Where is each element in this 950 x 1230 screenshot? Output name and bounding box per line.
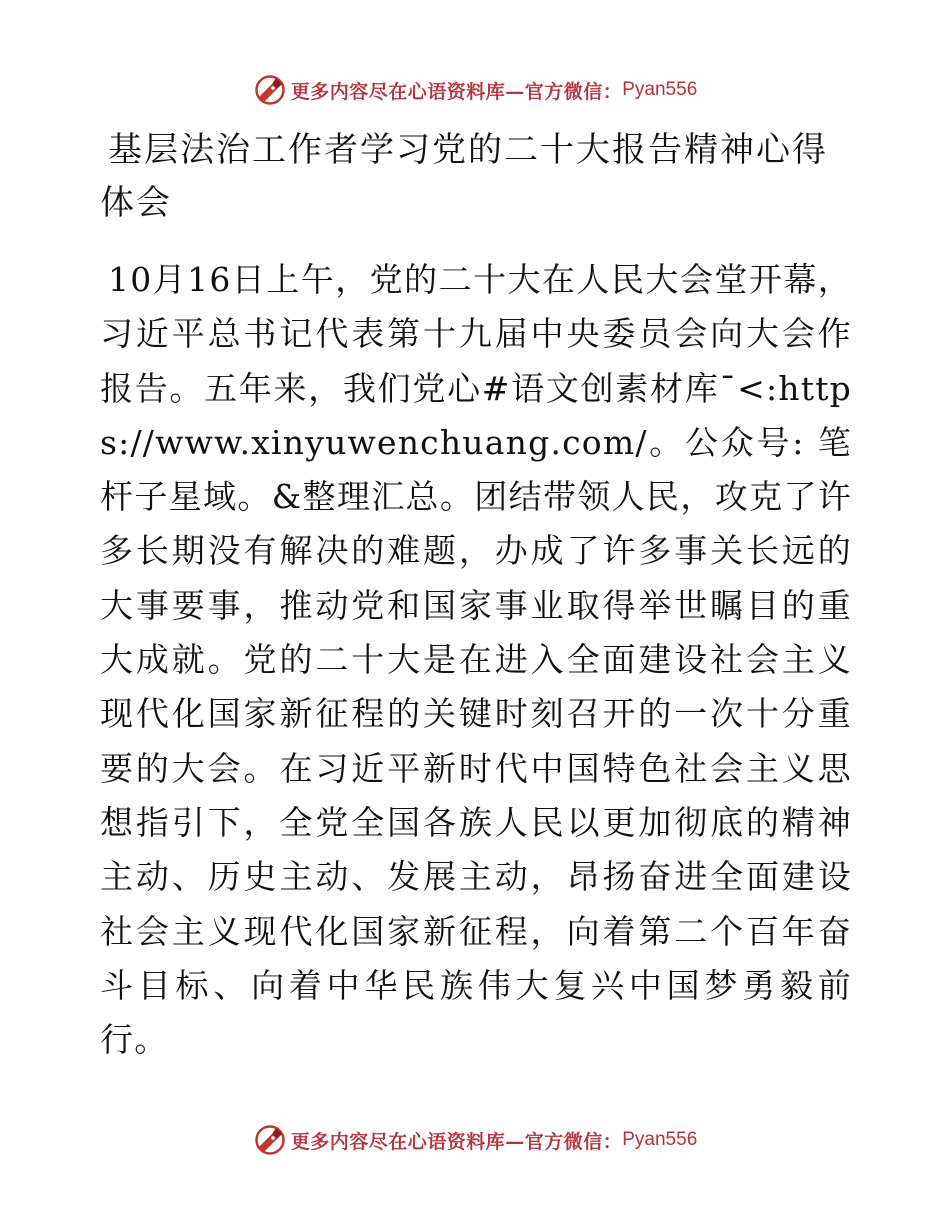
document-body: 10月16日上午，党的二十大在人民大会堂开幕，习近平总书记代表第十九届中央委员会向大会作报告。五年来，我们党心#语文创素材库¯<:https://www.xinyuwenchuang.com/。公众号: 笔杆子星域。&整理汇总。团结带领人民，攻克了许多长期没有解决的难题，办成了许多事关长远的大事要事，推动党和国家事业取得举世瞩目的重大成就。党的二十大是在进入全面建设社会主义现代化国家新征程的关键时刻召开的一次十分重要的大会。在习近平新时代中国特色社会主义思想指引下，全党全国各族人民以更加彻底的精神主动、历史主动、发展主动，昂扬奋进全面建设社会主义现代化国家新征程，向着第二个百年奋斗目标、向着中华民族伟大复兴中国梦勇毅前行。 [100,260,852,1060]
pen-nib-logo-icon [253,73,287,107]
banner-text: 更多内容尽在心语资料库—官方微信： [290,80,623,103]
footer-banner [0,1120,950,1160]
wechat-id: Pyan556 [622,1129,698,1150]
wechat-id: Pyan556 [622,79,698,100]
banner-text: 更多内容尽在心语资料库—官方微信： [290,1130,623,1153]
document-title: 基层法治工作者学习党的二十大报告精神心得体会 [100,130,828,223]
pen-nib-logo-icon [253,1123,287,1157]
header-banner [0,70,950,110]
